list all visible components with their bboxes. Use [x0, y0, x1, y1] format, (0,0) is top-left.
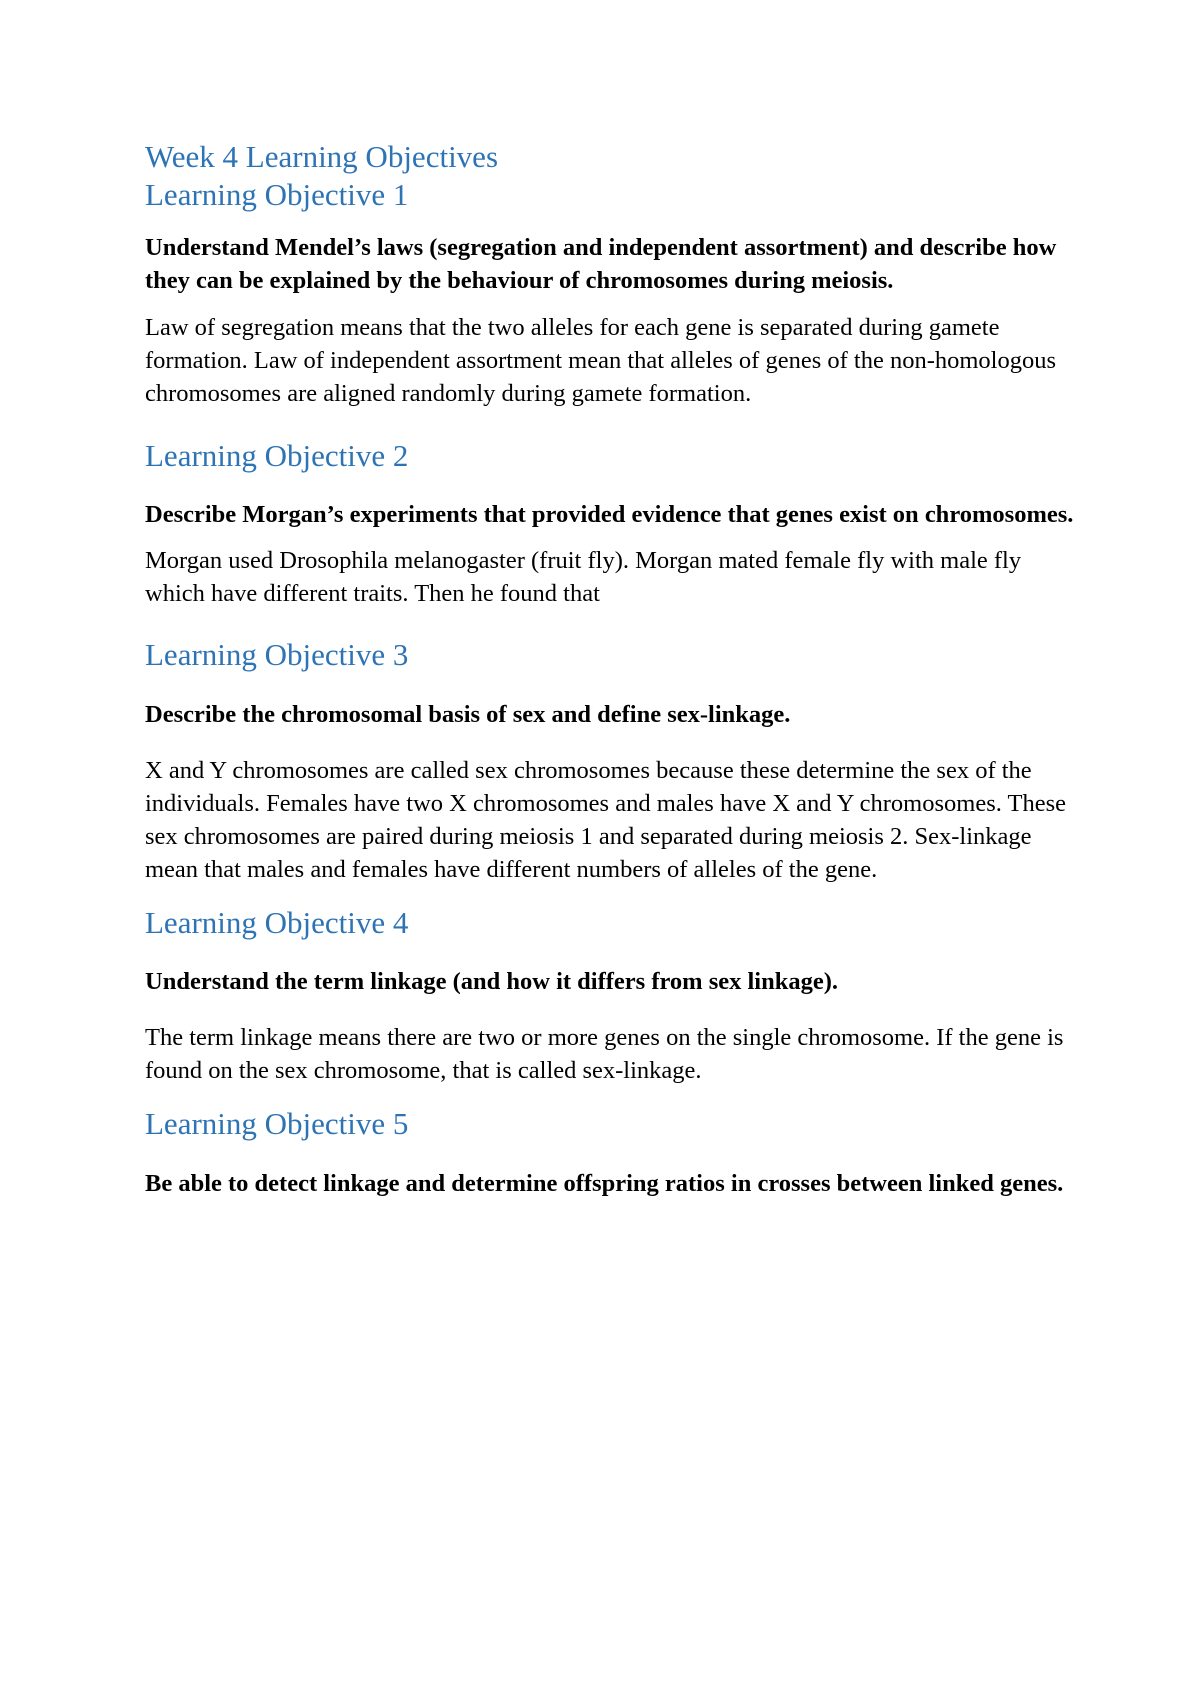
objective-section-5: [145, 1105, 1075, 1200]
objective-heading-5: Learning Objective 5: [145, 1106, 409, 1141]
document-page: [145, 138, 1075, 1200]
objective-answer-4: The term linkage means there are two or more genes on the single chromosome. If the gene is found on the sex chromosome, that is called sex-linkage.: [145, 1024, 1064, 1084]
objective-answer-2: Morgan used Drosophila melanogaster (fruit fly). Morgan mated female fly with male fly which have different traits. Then he found that: [145, 547, 1022, 607]
document-title: Week 4 Learning Objectives: [145, 139, 499, 174]
objective-question-2: Describe Morgan’s experiments that provided evidence that genes exist on chromosomes.: [145, 501, 1074, 528]
objective-section-4: [145, 904, 1075, 1087]
objective-question-4: Understand the term linkage (and how it differs from sex linkage).: [145, 968, 839, 995]
objective-question-1: Understand Mendel’s laws (segregation and independent assortment) and describe how they can be explained by the behaviour of chromosomes during meiosis.: [145, 234, 1057, 294]
objective-section-2: [145, 437, 1075, 610]
objective-heading-3: Learning Objective 3: [145, 637, 409, 672]
objective-answer-3: X and Y chromosomes are called sex chromosomes because these determine the sex of the individuals. Females have two X chromosomes and males have X and Y chromosomes. These sex chromosomes are paired during meiosis 1 and separated during meiosis 2. Sex-linkage mean that males and females have different numbers of alleles of the gene.: [145, 757, 1067, 883]
objective-answer-1: Law of segregation means that the two alleles for each gene is separated during gamete formation. Law of independent assortment mean that alleles of genes of the non-homologous chromosomes are aligned randomly during gamete formation.: [145, 314, 1057, 407]
objective-question-3: Describe the chromosomal basis of sex and define sex-linkage.: [145, 701, 791, 728]
objective-heading-2: Learning Objective 2: [145, 438, 409, 473]
objective-section-1: [145, 176, 1075, 410]
objective-heading-4: Learning Objective 4: [145, 905, 409, 940]
objective-section-3: [145, 636, 1075, 886]
objective-question-5: Be able to detect linkage and determine offspring ratios in crosses between linked genes.: [145, 1170, 1064, 1197]
objective-heading-1: Learning Objective 1: [145, 177, 409, 212]
